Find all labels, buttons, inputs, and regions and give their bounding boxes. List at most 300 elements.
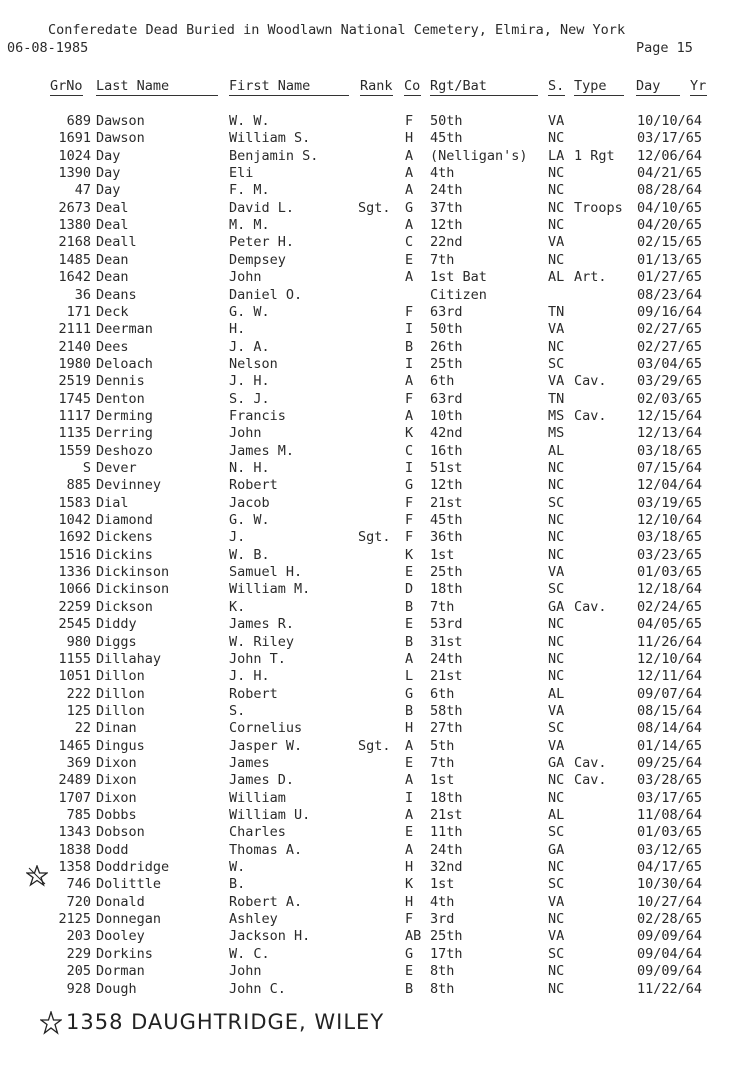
cell-grno: 1380	[58, 217, 91, 234]
table-row	[0, 529, 750, 546]
cell-st: NC	[548, 963, 565, 980]
table-row	[0, 703, 750, 720]
cell-type: Cav.	[574, 373, 607, 390]
cell-rgt: 6th	[430, 373, 455, 390]
col-first-name: First Name	[229, 78, 311, 94]
cell-st: NC	[548, 772, 565, 789]
cell-grno: 2519	[58, 373, 91, 390]
cell-first: James M.	[229, 442, 295, 459]
cell-st: GA	[548, 598, 565, 615]
cell-first: G. W.	[229, 512, 270, 529]
cell-type: Cav.	[574, 754, 607, 771]
cell-first: Benjamin S.	[229, 147, 319, 164]
cell-day: 04/20/65	[637, 217, 703, 234]
underline	[229, 95, 349, 96]
table-row	[0, 425, 750, 442]
cell-type: Art.	[574, 269, 607, 286]
cell-first: Nelson	[229, 355, 278, 372]
cell-last: Dickson	[96, 598, 153, 615]
cell-grno: 205	[66, 963, 91, 980]
cell-last: Dingus	[96, 737, 145, 754]
cell-rgt: 7th	[430, 598, 455, 615]
cell-co: F	[405, 303, 414, 320]
cell-rgt: 18th	[430, 581, 463, 598]
cell-day: 12/13/64	[637, 425, 703, 442]
cell-rgt: 16th	[430, 442, 463, 459]
cell-co: F	[405, 911, 414, 928]
cell-first: James	[229, 754, 270, 771]
cell-st: NC	[548, 477, 565, 494]
cell-last: Dickens	[96, 529, 153, 546]
cell-grno: 885	[66, 477, 91, 494]
cell-st: NC	[548, 911, 565, 928]
cell-day: 09/04/64	[637, 945, 703, 962]
cell-day: 04/05/65	[637, 616, 703, 633]
cell-last: Donnegan	[96, 911, 162, 928]
cell-rgt: 12th	[430, 477, 463, 494]
col-type: Type	[574, 78, 607, 94]
cell-grno: 2168	[58, 234, 91, 251]
cell-co: A	[405, 373, 414, 390]
cell-rgt: 4th	[430, 893, 455, 910]
cell-co: B	[405, 633, 414, 650]
cell-grno: 2673	[58, 199, 91, 216]
table-row	[0, 738, 750, 755]
cell-last: Diddy	[96, 616, 137, 633]
cell-co: K	[405, 876, 414, 893]
table-row	[0, 321, 750, 338]
col-day: Day	[636, 78, 661, 94]
table-row	[0, 495, 750, 512]
cell-day: 12/06/64	[637, 147, 703, 164]
cell-grno: 1155	[58, 650, 91, 667]
cell-rgt: 53rd	[430, 616, 463, 633]
cell-last: Dawson	[96, 130, 145, 147]
cell-day: 12/18/64	[637, 581, 703, 598]
cell-day: 09/09/64	[637, 963, 703, 980]
cell-last: Diggs	[96, 633, 137, 650]
cell-co: A	[405, 165, 414, 182]
col-state: S.	[548, 78, 565, 94]
table-row	[0, 946, 750, 963]
cell-day: 10/27/64	[637, 893, 703, 910]
table-row	[0, 581, 750, 598]
cell-day: 04/21/65	[637, 165, 703, 182]
cell-first: J. A.	[229, 338, 270, 355]
cell-co: G	[405, 685, 414, 702]
table-row	[0, 842, 750, 859]
cell-first: Robert	[229, 685, 278, 702]
cell-first: N. H.	[229, 460, 270, 476]
cell-rgt: 24th	[430, 182, 463, 199]
cell-rgt: 27th	[430, 720, 463, 737]
cell-day: 09/25/64	[637, 754, 703, 771]
cell-co: E	[405, 963, 414, 980]
table-row	[0, 547, 750, 564]
cell-st: SC	[548, 720, 565, 737]
cell-rgt: 6th	[430, 685, 455, 702]
cell-st: LA	[548, 147, 565, 164]
cell-last: Deck	[96, 303, 129, 320]
cell-day: 11/26/64	[637, 633, 703, 650]
cell-st: VA	[548, 737, 565, 754]
cell-first: John C.	[229, 980, 286, 997]
table-row	[0, 755, 750, 772]
cell-day: 11/22/64	[637, 980, 703, 997]
cell-first: David L.	[229, 199, 295, 216]
cell-grno: 2111	[58, 321, 91, 338]
underline	[690, 95, 707, 96]
cell-grno: 47	[74, 182, 91, 199]
cell-rgt: 45th	[430, 130, 463, 147]
cell-grno: 22	[74, 720, 91, 737]
cell-first: W. W.	[229, 113, 270, 129]
cell-day: 03/19/65	[637, 494, 703, 511]
cell-co: F	[405, 390, 414, 407]
cell-day: 03/18/65	[637, 529, 703, 546]
cell-day: 08/15/64	[637, 702, 703, 719]
cell-rgt: 24th	[430, 841, 463, 858]
cell-first: J. H.	[229, 373, 270, 390]
cell-grno: 1692	[58, 529, 91, 546]
cell-last: Donald	[96, 893, 145, 910]
cell-last: Dorkins	[96, 945, 153, 962]
cell-st: NC	[548, 130, 565, 147]
cell-first: Eli	[229, 165, 254, 182]
cell-rgt: 63rd	[430, 390, 463, 407]
cell-co: E	[405, 824, 414, 841]
table-row	[0, 651, 750, 668]
document-title: Conferedate Dead Buried in Woodlawn National Cemetery, Elmira, New York	[48, 22, 626, 38]
table-row	[0, 234, 750, 251]
cell-rgt: 18th	[430, 789, 463, 806]
cell-st: NC	[548, 650, 565, 667]
table-row	[0, 928, 750, 945]
cell-st: AL	[548, 685, 565, 702]
cell-grno: 1980	[58, 355, 91, 372]
star-icon	[26, 865, 48, 887]
cell-st: VA	[548, 321, 565, 338]
cell-first: Jackson H.	[229, 928, 311, 945]
cell-st: AL	[548, 442, 565, 459]
table-row	[0, 356, 750, 373]
cell-first: S.	[229, 702, 246, 719]
cell-grno: 1117	[58, 407, 91, 424]
cell-st: NC	[548, 199, 565, 216]
cell-first: James D.	[229, 772, 295, 789]
table-row	[0, 217, 750, 234]
cell-last: Deall	[96, 234, 137, 251]
cell-grno: 1343	[58, 824, 91, 841]
cell-first: Peter H.	[229, 234, 295, 251]
cell-first: W. Riley	[229, 633, 295, 650]
cell-grno: 1707	[58, 789, 91, 806]
cell-grno: 1135	[58, 425, 91, 442]
cell-st: MS	[548, 407, 565, 424]
table-row	[0, 287, 750, 304]
cell-last: Derming	[96, 407, 153, 424]
table-row	[0, 373, 750, 390]
col-yr: Yr	[690, 78, 707, 94]
cell-st: NC	[548, 338, 565, 355]
cell-co: A	[405, 147, 414, 164]
cell-last: Dodd	[96, 841, 129, 858]
cell-co: AB	[405, 928, 422, 945]
cell-day: 03/28/65	[637, 772, 703, 789]
cell-day: 03/23/65	[637, 546, 703, 563]
cell-grno: 1336	[58, 564, 91, 581]
cell-st: NC	[548, 546, 565, 563]
cell-last: Day	[96, 147, 121, 164]
cell-co: A	[405, 182, 414, 199]
cell-day: 03/17/65	[637, 130, 703, 147]
cell-grno: 369	[66, 754, 91, 771]
table-row	[0, 616, 750, 633]
cell-rank: Sgt.	[358, 737, 391, 754]
cell-day: 01/27/65	[637, 269, 703, 286]
table-row	[0, 772, 750, 789]
cell-rgt: 32nd	[430, 859, 463, 876]
cell-co: H	[405, 720, 414, 737]
cell-grno: 1583	[58, 494, 91, 511]
cell-day: 03/04/65	[637, 355, 703, 372]
table-row	[0, 911, 750, 928]
cell-day: 04/17/65	[637, 859, 703, 876]
cell-st: NC	[548, 668, 565, 685]
cell-st: VA	[548, 928, 565, 945]
cell-st: NC	[548, 980, 565, 997]
cell-rgt: 3rd	[430, 911, 455, 928]
cell-rgt: 24th	[430, 650, 463, 667]
cell-grno: 1642	[58, 269, 91, 286]
table-row	[0, 720, 750, 737]
cell-rgt: 1st Bat	[430, 269, 487, 286]
cell-rank: Sgt.	[358, 199, 391, 216]
cell-first: John	[229, 425, 262, 442]
cell-rgt: Citizen	[430, 286, 487, 303]
cell-last: Dickins	[96, 546, 153, 563]
cell-day: 09/07/64	[637, 685, 703, 702]
cell-rgt: 50th	[430, 113, 463, 129]
cell-last: Dough	[96, 980, 137, 997]
cell-st: NC	[548, 633, 565, 650]
cell-co: F	[405, 512, 414, 529]
cell-co: E	[405, 251, 414, 268]
cell-st: GA	[548, 841, 565, 858]
cell-st: NC	[548, 251, 565, 268]
cell-co: H	[405, 130, 414, 147]
cell-last: Derring	[96, 425, 153, 442]
table-row	[0, 304, 750, 321]
table-row	[0, 894, 750, 911]
cell-co: A	[405, 407, 414, 424]
cell-rgt: 11th	[430, 824, 463, 841]
cell-first: Cornelius	[229, 720, 303, 737]
table-row	[0, 130, 750, 147]
cell-grno: 1485	[58, 251, 91, 268]
handwritten-note: 1358 DAUGHTRIDGE, WILEY	[66, 1010, 385, 1034]
cell-rgt: (Nelligan's)	[430, 147, 528, 164]
cell-co: G	[405, 199, 414, 216]
cell-rgt: 42nd	[430, 425, 463, 442]
underline	[430, 95, 538, 96]
cell-co: A	[405, 841, 414, 858]
cell-last: Dolittle	[96, 876, 162, 893]
table-row	[0, 391, 750, 408]
cell-last: Dobson	[96, 824, 145, 841]
cell-day: 02/27/65	[637, 338, 703, 355]
cell-rgt: 25th	[430, 564, 463, 581]
cell-type: Cav.	[574, 598, 607, 615]
cell-st: TN	[548, 303, 565, 320]
cell-st: MS	[548, 425, 565, 442]
cell-rgt: 17th	[430, 945, 463, 962]
cell-st: NC	[548, 789, 565, 806]
cell-grno: 1042	[58, 512, 91, 529]
cell-co: F	[405, 113, 414, 129]
cell-first: Jacob	[229, 494, 270, 511]
cell-grno: 720	[66, 893, 91, 910]
cell-co: E	[405, 754, 414, 771]
table-row	[0, 477, 750, 494]
table-row	[0, 339, 750, 356]
cell-last: Dean	[96, 269, 129, 286]
cell-rgt: 5th	[430, 737, 455, 754]
cell-co: I	[405, 355, 414, 372]
cell-grno: S	[82, 460, 91, 476]
cell-rank: Sgt.	[358, 529, 391, 546]
table-row	[0, 790, 750, 807]
cell-rgt: 25th	[430, 928, 463, 945]
cell-first: W.	[229, 859, 246, 876]
cell-first: W. C.	[229, 945, 270, 962]
cell-grno: 746	[66, 876, 91, 893]
cell-co: E	[405, 564, 414, 581]
cell-rgt: 4th	[430, 165, 455, 182]
table-row	[0, 824, 750, 841]
underline	[50, 95, 83, 96]
cell-st: SC	[548, 876, 565, 893]
cell-day: 12/04/64	[637, 477, 703, 494]
cell-day: 07/15/64	[637, 460, 703, 476]
cell-st: VA	[548, 564, 565, 581]
cell-co: B	[405, 702, 414, 719]
cell-rgt: 21st	[430, 668, 463, 685]
cell-day: 11/08/64	[637, 807, 703, 823]
col-grno: GrNo	[50, 78, 83, 94]
col-co: Co	[404, 78, 421, 94]
cell-day: 02/28/65	[637, 911, 703, 928]
cell-day: 01/03/65	[637, 824, 703, 841]
cell-st: NC	[548, 616, 565, 633]
cell-last: Dickinson	[96, 564, 170, 581]
table-row	[0, 460, 750, 477]
cell-rgt: 36th	[430, 529, 463, 546]
cell-rgt: 37th	[430, 199, 463, 216]
cell-co: A	[405, 217, 414, 234]
cell-grno: 1838	[58, 841, 91, 858]
table-row	[0, 269, 750, 286]
cell-st: SC	[548, 581, 565, 598]
cell-rgt: 26th	[430, 338, 463, 355]
cell-rgt: 7th	[430, 754, 455, 771]
cell-day: 10/30/64	[637, 876, 703, 893]
cell-st: VA	[548, 893, 565, 910]
cell-rgt: 8th	[430, 963, 455, 980]
cell-st: SC	[548, 945, 565, 962]
cell-last: Dial	[96, 494, 129, 511]
cell-grno: 229	[66, 945, 91, 962]
cell-grno: 1051	[58, 668, 91, 685]
cell-co: A	[405, 650, 414, 667]
cell-first: Robert A.	[229, 893, 303, 910]
cell-day: 08/28/64	[637, 182, 703, 199]
cell-day: 03/29/65	[637, 373, 703, 390]
cell-first: J. H.	[229, 668, 270, 685]
cell-first: William M.	[229, 581, 311, 598]
cell-co: A	[405, 269, 414, 286]
col-rgt-bat: Rgt/Bat	[430, 78, 487, 94]
cell-co: G	[405, 945, 414, 962]
cell-last: Doddridge	[96, 859, 170, 876]
underline	[574, 95, 624, 96]
underline	[636, 95, 680, 96]
cell-grno: 1358	[58, 859, 91, 876]
cell-rgt: 1st	[430, 772, 455, 789]
cell-grno: 2125	[58, 911, 91, 928]
table-row	[0, 634, 750, 651]
cell-last: Dickinson	[96, 581, 170, 598]
cell-grno: 1465	[58, 737, 91, 754]
cell-day: 08/23/64	[637, 286, 703, 303]
cell-first: Jasper W.	[229, 737, 303, 754]
underline	[96, 95, 218, 96]
cell-last: Dever	[96, 460, 137, 476]
cell-st: NC	[548, 460, 565, 476]
cell-first: William U.	[229, 807, 311, 823]
table-row	[0, 807, 750, 824]
cell-rgt: 21st	[430, 494, 463, 511]
cell-last: Dees	[96, 338, 129, 355]
cell-day: 12/15/64	[637, 407, 703, 424]
cell-rgt: 12th	[430, 217, 463, 234]
cell-last: Dillon	[96, 685, 145, 702]
cell-type: Troops	[574, 199, 623, 216]
cell-day: 03/12/65	[637, 841, 703, 858]
cell-grno: 2259	[58, 598, 91, 615]
cell-last: Dawson	[96, 113, 145, 129]
cell-grno: 1024	[58, 147, 91, 164]
cell-co: A	[405, 772, 414, 789]
cell-last: Dixon	[96, 789, 137, 806]
table-row	[0, 686, 750, 703]
cell-day: 02/27/65	[637, 321, 703, 338]
cell-first: W. B.	[229, 546, 270, 563]
cell-grno: 1390	[58, 165, 91, 182]
cell-co: K	[405, 425, 414, 442]
table-row	[0, 876, 750, 893]
cell-day: 01/14/65	[637, 737, 703, 754]
cell-rgt: 58th	[430, 702, 463, 719]
star-icon	[40, 1011, 62, 1035]
cell-last: Dennis	[96, 373, 145, 390]
cell-st: VA	[548, 702, 565, 719]
cell-co: G	[405, 477, 414, 494]
cell-co: D	[405, 581, 414, 598]
underline	[404, 95, 421, 96]
cell-co: B	[405, 598, 414, 615]
cell-day: 04/10/65	[637, 199, 703, 216]
